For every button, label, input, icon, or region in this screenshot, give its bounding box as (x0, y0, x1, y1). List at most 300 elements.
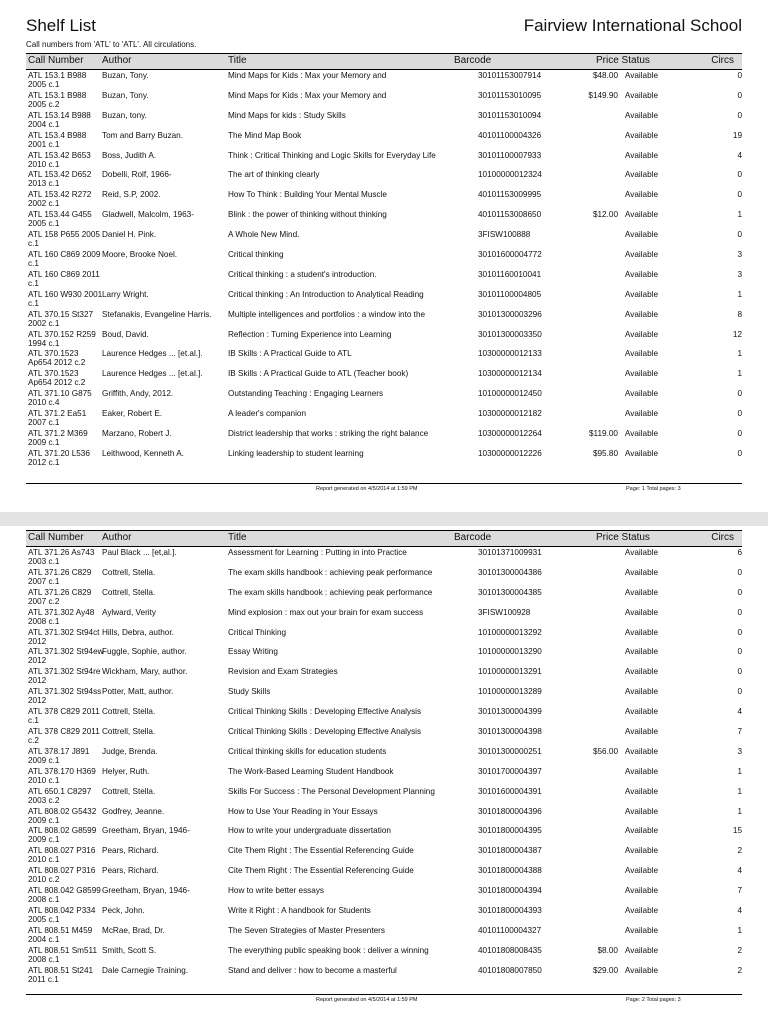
cell-author: Godfrey, Jeanne. (102, 806, 165, 816)
table-row (26, 169, 742, 189)
school-name: Fairview International School (523, 16, 742, 35)
cell-author: Dobelli, Rolf, 1966- (102, 170, 172, 180)
cell-author: Smith, Scott S. (102, 945, 157, 955)
cell-author: Laurence Hedges ... [et.al.]. (102, 349, 203, 359)
cell-call-number: ATL 371.26 C829 2007 c.2 (28, 587, 92, 606)
cell-status: Available (624, 110, 658, 120)
cell-barcode: 30101100004805 (478, 289, 542, 299)
cell-barcode: 30101800004394 (478, 886, 542, 896)
cell-circs: 0 (737, 429, 742, 439)
cell-barcode: 30101800004393 (478, 906, 542, 916)
cell-status: Available (624, 945, 658, 955)
cell-barcode: 30101300004398 (478, 727, 542, 737)
cell-title: Mind explosion : max out your brain for exam success (228, 607, 424, 617)
page-separator (0, 512, 768, 526)
cell-author: Pears, Richard. (102, 846, 159, 856)
cell-title: Mind Maps for kids : Study Skills (228, 110, 346, 120)
col-header-title: Title (228, 532, 247, 543)
table-row (26, 686, 742, 706)
cell-status: Available (624, 786, 658, 796)
cell-status: Available (624, 369, 658, 379)
cell-call-number: ATL 153.1 B988 2005 c.2 (28, 90, 87, 109)
cell-title: Linking leadership to student learning (228, 448, 364, 458)
cell-call-number: ATL 378.170 H369 2010 c.1 (28, 766, 96, 785)
cell-status: Available (624, 448, 658, 458)
table-row (26, 249, 742, 269)
cell-call-number: ATL 160 W930 2001 c.1 (28, 289, 103, 308)
cell-circs: 0 (737, 587, 742, 597)
cell-author: Peck, John. (102, 906, 145, 916)
table-row (26, 587, 742, 607)
table-row (26, 388, 742, 408)
report-subtitle: Call numbers from 'ATL' to 'ATL'. All circulations. (26, 40, 197, 49)
cell-call-number: ATL 371.302 St94re 2012 (28, 667, 101, 686)
cell-call-number: ATL 371.302 St94ew 2012 (28, 647, 104, 666)
cell-title: The exam skills handbook : achieving peak performance (228, 587, 433, 597)
table-row (26, 646, 742, 666)
cell-barcode: 10100000013292 (478, 627, 542, 637)
cell-circs: 1 (737, 766, 742, 776)
footer-generated: Report generated on 4/5/2014 at 1:59 PM (316, 997, 418, 1003)
cell-circs: 19 (732, 130, 742, 140)
cell-status: Available (624, 289, 658, 299)
cell-call-number: ATL 371.10 G875 2010 c.4 (28, 389, 92, 408)
cell-circs: 0 (737, 627, 742, 637)
table-row (26, 329, 742, 349)
table-row (26, 229, 742, 249)
table-row (26, 130, 742, 150)
table-row (26, 806, 742, 826)
table-row (26, 825, 742, 845)
table-row (26, 70, 742, 90)
cell-title: How To Think : Building Your Mental Muscle (228, 190, 387, 200)
cell-circs: 0 (737, 389, 742, 399)
cell-call-number: ATL 808.042 P334 2005 c.1 (28, 906, 96, 925)
cell-author: Tom and Barry Buzan. (102, 130, 184, 140)
cell-circs: 3 (737, 746, 742, 756)
cell-title: The exam skills handbook : achieving peak performance (228, 567, 433, 577)
col-header-call-number: Call Number (28, 55, 84, 66)
cell-barcode: 3FISW100928 (478, 607, 531, 617)
table-row (26, 348, 742, 368)
cell-title: Assessment for Learning : Putting in into Practice (228, 548, 407, 557)
cell-call-number: ATL 370.152 R259 1994 c.1 (28, 329, 96, 348)
cell-barcode: 30101300003296 (478, 309, 542, 319)
table-row (26, 965, 742, 985)
cell-author: Cottrell, Stella. (102, 587, 156, 597)
table-row (26, 666, 742, 686)
cell-status: Available (624, 766, 658, 776)
cell-status: Available (624, 230, 658, 240)
cell-price: $12.00 (592, 210, 618, 220)
cell-circs: 1 (737, 210, 742, 220)
cell-status: Available (624, 886, 658, 896)
cell-title: Revision and Exam Strategies (228, 667, 338, 677)
cell-title: The art of thinking clearly (228, 170, 320, 180)
cell-status: Available (624, 846, 658, 856)
cell-author: Buzan, Tony. (102, 71, 149, 80)
cell-author: Reid, S.P, 2002. (102, 190, 161, 200)
cell-title: District leadership that works : striking the right balance (228, 429, 429, 439)
col-header-author: Author (102, 55, 132, 66)
table-row (26, 905, 742, 925)
cell-call-number: ATL 153.42 R272 2002 c.1 (28, 190, 92, 209)
cell-status: Available (624, 587, 658, 597)
cell-barcode: 3FISW100888 (478, 230, 531, 240)
cell-author: Moore, Brooke Noel. (102, 250, 178, 260)
cell-author: Fuggle, Sophie, author. (102, 647, 187, 657)
cell-title: Cite Them Right : The Essential Referencing Guide (228, 846, 414, 856)
cell-title: The Seven Strategies of Master Presenters (228, 925, 386, 935)
cell-title: A leader's companion (228, 409, 307, 419)
cell-circs: 1 (737, 349, 742, 359)
cell-barcode: 30101300003350 (478, 329, 542, 339)
cell-status: Available (624, 826, 658, 836)
cell-circs: 4 (737, 707, 742, 717)
cell-barcode: 30101600004772 (478, 250, 542, 260)
table-row (26, 448, 742, 468)
cell-author: Greetham, Bryan, 1946- (102, 826, 190, 836)
cell-call-number: ATL 370.1523 Ap654 2012 c.2 (28, 349, 86, 368)
cell-circs: 1 (737, 289, 742, 299)
cell-barcode: 10100000013291 (478, 667, 542, 677)
cell-status: Available (624, 309, 658, 319)
cell-author: Buzan, Tony. (102, 90, 149, 100)
cell-author: Griffith, Andy, 2012. (102, 389, 174, 399)
cell-title: The everything public speaking book : deliver a winning (228, 945, 429, 955)
cell-circs: 2 (737, 965, 742, 975)
cell-status: Available (624, 130, 658, 140)
col-header-call-number: Call Number (28, 532, 84, 543)
table-row (26, 547, 742, 567)
cell-barcode: 30101153010094 (478, 110, 542, 120)
cell-author: Cottrell, Stella. (102, 707, 156, 717)
cell-barcode: 30101160010041 (478, 269, 542, 279)
cell-barcode: 30101300000251 (478, 746, 542, 756)
cell-status: Available (624, 727, 658, 737)
cell-call-number: ATL 808.02 G8599 2009 c.1 (28, 826, 97, 845)
page-footer-1 (26, 483, 742, 492)
cell-status: Available (624, 866, 658, 876)
cell-title: Write it Right : A handbook for Students (228, 906, 371, 916)
cell-author: Paul Black ... [et,al.]. (102, 548, 177, 557)
cell-price: $95.80 (592, 448, 618, 458)
cell-circs: 0 (737, 409, 742, 419)
cell-call-number: ATL 371.2 Ea51 2007 c.1 (28, 409, 87, 428)
cell-call-number: ATL 378 C829 2011 c.1 (28, 707, 100, 726)
col-header-author: Author (102, 532, 132, 543)
cell-title: How to write your undergraduate dissertation (228, 826, 391, 836)
cell-author: Cottrell, Stella. (102, 786, 156, 796)
cell-barcode: 10300000012134 (478, 369, 542, 379)
cell-title: Outstanding Teaching : Engaging Learners (228, 389, 384, 399)
cell-barcode: 40101100004327 (478, 925, 542, 935)
table-row (26, 885, 742, 905)
table-row (26, 746, 742, 766)
cell-author: Stefanakis, Evangeline Harris. (102, 309, 212, 319)
cell-call-number: ATL 371.26 As743 2003 c.1 (28, 548, 95, 566)
table-row (26, 110, 742, 130)
cell-barcode: 30101800004387 (478, 846, 542, 856)
cell-status: Available (624, 548, 658, 557)
cell-title: Essay Writing (228, 647, 278, 657)
cell-title: Skills For Success : The Personal Development Planning (228, 786, 435, 796)
cell-call-number: ATL 808.51 Sm511 2008 c.1 (28, 945, 98, 964)
cell-title: Mind Maps for Kids : Max your Memory and (228, 90, 387, 100)
cell-barcode: 40101153009995 (478, 190, 542, 200)
cell-circs: 2 (737, 846, 742, 856)
cell-status: Available (624, 389, 658, 399)
cell-barcode: 10300000012182 (478, 409, 542, 419)
cell-call-number: ATL 158 P655 2005 c.1 (28, 230, 100, 249)
cell-barcode: 10100000013289 (478, 687, 542, 697)
cell-title: Critical Thinking (228, 627, 287, 637)
cell-status: Available (624, 409, 658, 419)
cell-author: Cottrell, Stella. (102, 567, 156, 577)
cell-call-number: ATL 153.44 G455 2005 c.1 (28, 210, 92, 229)
cell-status: Available (624, 210, 658, 220)
cell-circs: 4 (737, 150, 742, 160)
cell-call-number: ATL 153.42 D652 2013 c.1 (28, 170, 92, 189)
footer-page-count: Page: 1 Total pages: 3 (626, 486, 681, 492)
cell-call-number: ATL 650.1 C8297 2003 c.2 (28, 786, 92, 805)
cell-call-number: ATL 808.02 G5432 2009 c.1 (28, 806, 97, 825)
cell-title: The Work-Based Learning Student Handbook (228, 766, 394, 776)
table-row (26, 766, 742, 786)
cell-call-number: ATL 370.15 St327 2002 c.1 (28, 309, 94, 328)
cell-author: Helyer, Ruth. (102, 766, 150, 776)
cell-call-number: ATL 371.302 Ay48 2008 c.1 (28, 607, 95, 626)
table-row (26, 567, 742, 587)
cell-circs: 0 (737, 71, 742, 80)
cell-circs: 1 (737, 786, 742, 796)
cell-call-number: ATL 153.1 B988 2005 c.1 (28, 71, 87, 89)
cell-circs: 0 (737, 448, 742, 458)
cell-barcode: 10100000012450 (478, 389, 542, 399)
cell-barcode: 10100000013290 (478, 647, 542, 657)
cell-author: Daniel H. Pink. (102, 230, 157, 240)
cell-author: Dale Carnegie Training. (102, 965, 189, 975)
cell-circs: 0 (737, 647, 742, 657)
cell-barcode: 30101153010095 (478, 90, 542, 100)
cell-author: Pears, Richard. (102, 866, 159, 876)
cell-author: Leithwood, Kenneth A. (102, 448, 184, 458)
table-row (26, 925, 742, 945)
cell-barcode: 10300000012226 (478, 448, 542, 458)
cell-author: Boss, Judith A. (102, 150, 157, 160)
cell-circs: 4 (737, 906, 742, 916)
cell-circs: 7 (737, 886, 742, 896)
cell-status: Available (624, 965, 658, 975)
cell-author: Potter, Matt, author. (102, 687, 174, 697)
cell-title: Multiple intelligences and portfolios : a window into the (228, 309, 426, 319)
table-row (26, 309, 742, 329)
cell-circs: 1 (737, 925, 742, 935)
cell-author: Cottrell, Stella. (102, 727, 156, 737)
cell-call-number: ATL 371.302 St94ss 2012 (28, 687, 102, 706)
cell-call-number: ATL 808.51 M459 2004 c.1 (28, 925, 93, 944)
cell-status: Available (624, 567, 658, 577)
shelf-table-page-2 (26, 530, 742, 985)
cell-circs: 1 (737, 806, 742, 816)
cell-title: Cite Them Right : The Essential Referencing Guide (228, 866, 414, 876)
cell-barcode: 40101808007850 (478, 965, 542, 975)
cell-call-number: ATL 153.4 B988 2001 c.1 (28, 130, 87, 149)
cell-status: Available (624, 647, 658, 657)
cell-author: Wickham, Mary, author. (102, 667, 188, 677)
cell-status: Available (624, 627, 658, 637)
cell-barcode: 30101600004391 (478, 786, 542, 796)
col-header-barcode: Barcode (454, 532, 492, 543)
table-row (26, 607, 742, 627)
cell-status: Available (624, 71, 658, 80)
cell-price: $149.90 (588, 90, 618, 100)
cell-barcode: 40101100004326 (478, 130, 542, 140)
cell-price: $48.00 (592, 71, 618, 80)
cell-call-number: ATL 808.042 G8599 2008 c.1 (28, 886, 101, 905)
table-header (26, 53, 742, 70)
cell-title: The Mind Map Book (228, 130, 302, 140)
cell-title: Critical Thinking Skills : Developing Effective Analysis (228, 707, 422, 717)
cell-circs: 6 (737, 548, 742, 557)
cell-author: Eaker, Robert E. (102, 409, 163, 419)
cell-circs: 15 (732, 826, 742, 836)
cell-barcode: 30101800004395 (478, 826, 542, 836)
cell-author: Hills, Debra, author. (102, 627, 174, 637)
cell-barcode: 10300000012264 (478, 429, 542, 439)
cell-call-number: ATL 370.1523 Ap654 2012 c.2 (28, 369, 86, 388)
col-header-circs: Circs (711, 532, 734, 543)
col-header-price-status: Price Status (596, 55, 650, 66)
cell-circs: 7 (737, 727, 742, 737)
report-title: Shelf List (26, 16, 96, 35)
cell-call-number: ATL 378 C829 2011 c.2 (28, 727, 100, 746)
cell-circs: 8 (737, 309, 742, 319)
cell-call-number: ATL 153.14 B988 2004 c.1 (28, 110, 91, 129)
table-row (26, 368, 742, 388)
cell-barcode: 30101300004386 (478, 567, 542, 577)
footer-page-count: Page: 2 Total pages: 3 (626, 997, 681, 1003)
cell-status: Available (624, 329, 658, 339)
table-row (26, 408, 742, 428)
cell-status: Available (624, 90, 658, 100)
page-footer-2 (26, 994, 742, 1003)
col-header-price-status: Price Status (596, 532, 650, 543)
cell-status: Available (624, 607, 658, 617)
cell-barcode: 30101300004399 (478, 707, 542, 717)
cell-status: Available (624, 150, 658, 160)
cell-barcode: 30101700004397 (478, 766, 542, 776)
cell-call-number: ATL 378.17 J891 2009 c.1 (28, 746, 90, 765)
cell-author: Aylward, Verity (102, 607, 156, 617)
cell-circs: 0 (737, 230, 742, 240)
shelf-table-page-1 (26, 53, 742, 468)
cell-status: Available (624, 250, 658, 260)
cell-circs: 0 (737, 170, 742, 180)
cell-status: Available (624, 906, 658, 916)
cell-price: $29.00 (592, 965, 618, 975)
cell-title: Critical Thinking Skills : Developing Effective Analysis (228, 727, 422, 737)
cell-title: Blink : the power of thinking without thinking (228, 210, 387, 220)
cell-title: How to Use Your Reading in Your Essays (228, 806, 378, 816)
cell-price: $8.00 (597, 945, 618, 955)
report-header (26, 14, 742, 40)
table-row (26, 865, 742, 885)
cell-call-number: ATL 371.20 L536 2012 c.1 (28, 448, 90, 467)
cell-title: Mind Maps for Kids : Max your Memory and (228, 71, 387, 80)
cell-barcode: 30101371009931 (478, 548, 542, 557)
cell-circs: 1 (737, 369, 742, 379)
cell-barcode: 30101153007914 (478, 71, 542, 80)
cell-title: Critical thinking : a student's introduction. (228, 269, 377, 279)
cell-title: Study Skills (228, 687, 271, 697)
table-row (26, 90, 742, 110)
cell-call-number: ATL 160 C869 2011 c.1 (28, 269, 100, 288)
table-row (26, 627, 742, 647)
cell-author: Laurence Hedges ... [et.al.]. (102, 369, 203, 379)
cell-status: Available (624, 170, 658, 180)
cell-title: IB Skills : A Practical Guide to ATL (Teacher book) (228, 369, 409, 379)
cell-author: Boud, David. (102, 329, 149, 339)
cell-circs: 2 (737, 945, 742, 955)
table-header (26, 530, 742, 547)
cell-call-number: ATL 371.2 M369 2009 c.1 (28, 429, 88, 448)
table-row (26, 269, 742, 289)
table-row (26, 786, 742, 806)
cell-circs: 12 (732, 329, 742, 339)
cell-status: Available (624, 925, 658, 935)
cell-title: Critical thinking skills for education students (228, 746, 387, 756)
cell-circs: 0 (737, 607, 742, 617)
cell-barcode: 40101153008650 (478, 210, 542, 220)
cell-status: Available (624, 806, 658, 816)
cell-barcode: 10100000012324 (478, 170, 542, 180)
cell-title: IB Skills : A Practical Guide to ATL (228, 349, 352, 359)
table-row (26, 706, 742, 726)
cell-call-number: ATL 371.26 C829 2007 c.1 (28, 567, 92, 586)
cell-status: Available (624, 429, 658, 439)
cell-title: Stand and deliver : how to become a masterful (228, 965, 397, 975)
cell-call-number: ATL 371.302 St94ct 2012 (28, 627, 100, 646)
cell-call-number: ATL 808.027 P316 2010 c.1 (28, 846, 96, 865)
table-row (26, 845, 742, 865)
cell-circs: 3 (737, 250, 742, 260)
cell-title: Think : Critical Thinking and Logic Skills for Everyday Life (228, 150, 436, 160)
cell-author: Gladwell, Malcolm, 1963- (102, 210, 194, 220)
table-row (26, 150, 742, 170)
cell-status: Available (624, 349, 658, 359)
cell-barcode: 10300000012133 (478, 349, 542, 359)
cell-author: Greetham, Bryan, 1946- (102, 886, 190, 896)
table-row (26, 189, 742, 209)
cell-status: Available (624, 687, 658, 697)
cell-status: Available (624, 707, 658, 717)
cell-barcode: 40101808008435 (478, 945, 542, 955)
cell-barcode: 30101800004396 (478, 806, 542, 816)
cell-author: Marzano, Robert J. (102, 429, 172, 439)
cell-status: Available (624, 269, 658, 279)
cell-status: Available (624, 190, 658, 200)
cell-call-number: ATL 160 C869 2009 c.1 (28, 250, 101, 269)
cell-title: Critical thinking : An Introduction to Analytical Reading (228, 289, 424, 299)
cell-title: How to write better essays (228, 886, 325, 896)
table-row (26, 209, 742, 229)
cell-circs: 0 (737, 110, 742, 120)
cell-author: Judge, Brenda. (102, 746, 158, 756)
cell-status: Available (624, 667, 658, 677)
cell-circs: 3 (737, 269, 742, 279)
cell-circs: 0 (737, 667, 742, 677)
